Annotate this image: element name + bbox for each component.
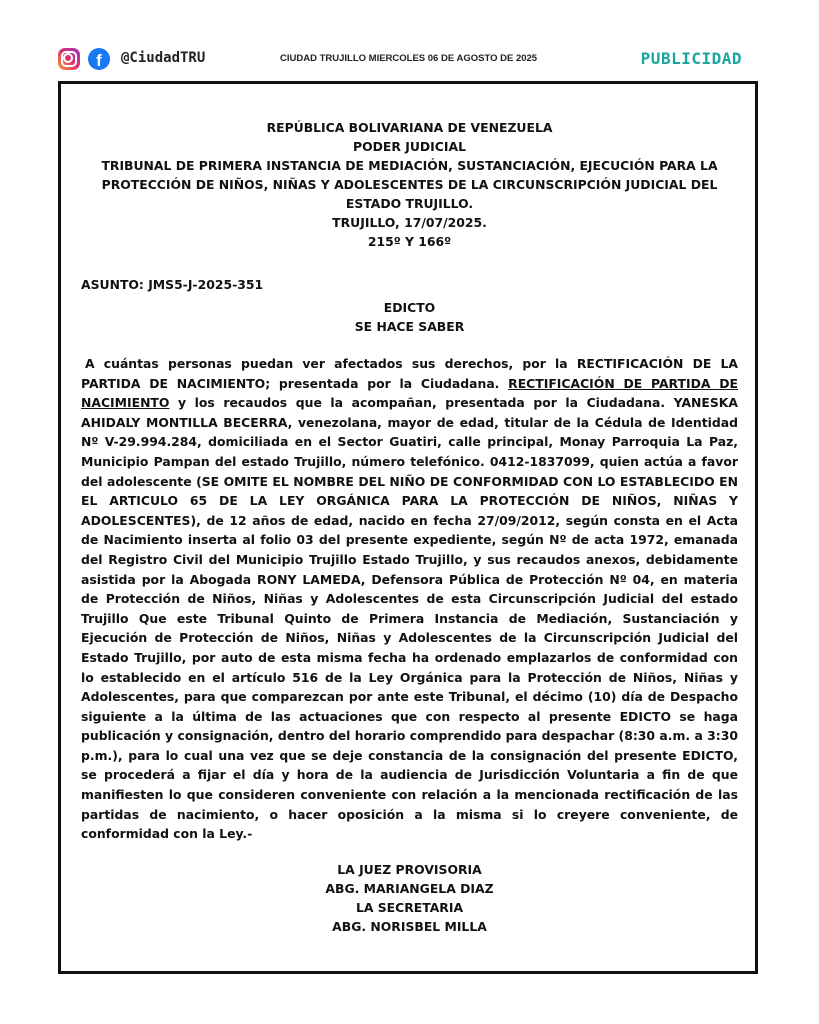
header-line: PODER JUDICIAL <box>353 139 466 154</box>
edict-subtitle: SE HACE SABER <box>354 319 465 334</box>
edict-title-block <box>81 298 738 336</box>
header-line: TRIBUNAL DE PRIMERA INSTANCIA DE MEDIACIÓN, SUSTANCIACIÓN, EJECUCIÓN PARA LA <box>101 158 718 173</box>
body-text-part: y los recaudos que la acompañan, presentada por la Ciudadana. YANESKA AHIDALY MONTILLA BECERRA, venezolana, mayor de edad, titular de la Cédula de Identidad Nº V-29.994.284, domiciliada en el Sector Guatiri, calle principal, Monay Parroquia La Paz, Municipio Pampan del estado Trujillo, número telefónico. 0412-1837099, quien actúa a favor del adolescente (SE OMITE EL NOMBRE DEL NIÑO DE CONFORMIDAD CON LO ESTABLECIDO EN EL ARTICULO 65 DE LA LEY ORGÁNICA PARA LA PROTECCIÓN DE NIÑOS, NIÑAS Y ADOLESCENTES), de 12 años de edad, nacido en fecha 27/09/2012, según consta en el Acta de Nacimiento inserta al folio 03 del presente expediente, según Nº de acta 1972, emanada del Registro Civil del Municipio Trujillo Estado Trujillo, y sus recaudos anexos, debidamente asistida por la Abogada RONY LAMEDA, Defensora Pública de Protección Nº 04, en materia de Protección de Niños, Niñas y Adolescentes de esta Circunscripción Judicial del estado Trujillo Que este Tribunal Quinto de Primera Instancia de Mediación, Sustanciación y Ejecución de Protección de Niños, Niñas y Adolescentes de la Circunscripción Judicial del Estado Trujillo, por auto de esta misma fecha ha ordenado emplazarlos de conformidad con lo establecido en el artículo 516 de la Ley Orgánica para la Protección de Niños, Niñas y Adolescentes, para que comparezcan por ante este Tribunal, el décimo (10) día de Despacho siguiente a la última de las actuaciones que con respecto al presente EDICTO se haga publicación y consignación, dentro del horario comprendido para despachar (8:30 a.m. a 3:30 p.m.), para lo cual una vez que se deje constancia de la consignación del presente EDICTO, se procederá a fijar el día y hora de la audiencia de Jurisdicción Voluntaria a fin de que manifiesten lo que consideren conveniente con relación a la mencionada rectificación de las partidas de nacimiento, o hacer oposición a la misma si lo creyere conveniente, de conformidad con la Ley.- <box>81 395 738 842</box>
social-handle[interactable]: @CiudadTRU <box>121 50 206 66</box>
judge-title: LA JUEZ PROVISORIA <box>337 861 482 877</box>
header-line: ESTADO TRUJILLO. <box>345 196 474 211</box>
secretary-title: LA SECRETARIA <box>355 899 464 915</box>
facebook-icon[interactable]: f <box>88 48 110 70</box>
edict-frame <box>58 81 758 974</box>
newspaper-dateline: CIUDAD TRUJILLO MIERCOLES 06 DE AGOSTO DE 2025 <box>280 53 538 64</box>
instagram-icon[interactable] <box>58 48 80 70</box>
header-line: PROTECCIÓN DE NIÑOS, NIÑAS Y ADOLESCENTES DE LA CIRCUNSCRIPCIÓN JUDICIAL DEL <box>101 177 718 192</box>
section-label: PUBLICIDAD <box>640 49 742 68</box>
edict-subject: ASUNTO: JMS5-J-2025-351 <box>81 277 264 292</box>
header-date: TRUJILLO, 17/07/2025. <box>332 215 487 230</box>
judge-name: ABG. MARIANGELA DIAZ <box>325 880 494 896</box>
top-bar <box>58 44 758 76</box>
body-text-part: A cuántas personas puedan ver afectados sus derechos, por la RECTIFICACIÓN DE LA PARTIDA DE NACIMIENTO; presentada por la Ciudadana. <box>81 356 738 391</box>
edict-header <box>81 118 738 251</box>
edict-title: EDICTO <box>383 300 436 315</box>
edict-body <box>81 354 738 844</box>
secretary-name: ABG. NORISBEL MILLA <box>332 918 487 934</box>
edict-content <box>81 118 738 936</box>
header-line: REPÚBLICA BOLIVARIANA DE VENEZUELA <box>266 120 553 135</box>
signature-block <box>81 860 738 936</box>
body-underlined-text: RECTIFICACIÓN DE PARTIDA DE NACIMIENTO <box>81 375 738 411</box>
header-years: 215º Y 166º <box>367 234 452 249</box>
